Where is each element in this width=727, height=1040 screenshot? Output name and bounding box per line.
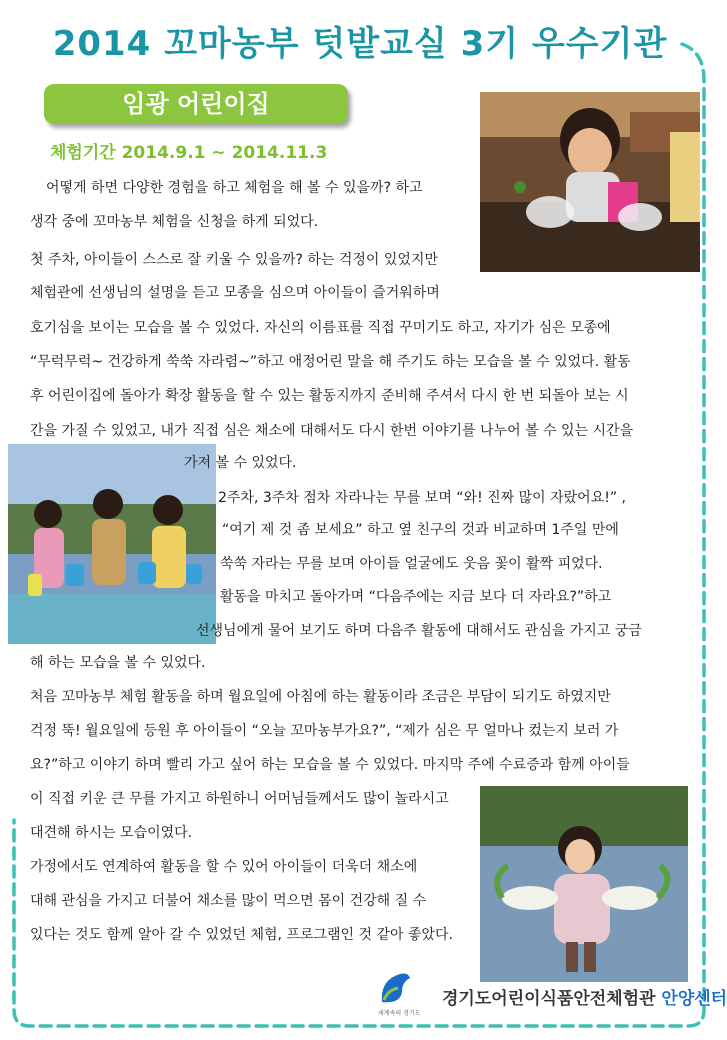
body-text-line: 어떻게 하면 다양한 경험을 하고 체험을 해 볼 수 있을까? 하고 <box>46 180 423 196</box>
body-text-line: 생각 중에 꼬마농부 체험을 신청을 하게 되었다. <box>30 214 319 230</box>
body-text-line: 걱정 뚝! 월요일에 등원 후 아이들이 “오늘 꼬마농부가요?”, “제가 심은 무 얼마나 컸는지 보러 가 <box>30 723 619 739</box>
gyeonggi-logo-icon <box>378 972 412 1008</box>
body-text-line: 처음 꼬마농부 체험 활동을 하며 월요일에 아침에 하는 활동이라 조금은 부담이 되기도 하였지만 <box>30 689 611 705</box>
body-text-line: “무럭무럭~ 건강하게 쑥쑥 자라렴~”하고 애정어린 말을 해 주기도 하는 모습을 볼 수 있었다. 활동 <box>30 354 631 370</box>
body-text-line: 체험관에 선생님의 설명을 듣고 모종을 심으며 아이들이 즐거워하며 <box>30 285 440 301</box>
footer-org-accent: 안양센터 <box>661 989 727 1009</box>
body-text-line: 첫 주차, 아이들이 스스로 잘 키울 수 있을까? 하는 걱정이 있었지만 <box>30 252 439 268</box>
footer-organization <box>378 972 727 1022</box>
body-text-line: 가져 볼 수 있었다. <box>184 455 297 471</box>
footer-org-main: 경기도어린이식품안전체험관 <box>442 989 662 1009</box>
body-text-line: 가정에서도 연계하여 활동을 할 수 있어 아이들이 더욱더 채소에 <box>30 859 418 875</box>
body-text-line: 2주차, 3주차 점차 자라나는 무를 보며 “와! 진짜 많이 자랐어요!” , <box>218 490 626 506</box>
body-text-line: “여기 제 것 좀 보세요” 하고 옆 친구의 것과 비교하며 1주일 만에 <box>222 522 619 538</box>
body-text-line: 쑥쑥 자라는 무를 보며 아이들 얼굴에도 웃음 꽃이 활짝 피었다. <box>220 556 603 572</box>
page-title: 2014 꼬마농부 텃밭교실 3기 우수기관 <box>52 24 668 64</box>
institution-badge: 임광 어린이집 <box>44 84 348 124</box>
body-text-line: 후 어린이집에 돌아가 확장 활동을 할 수 있는 활동지까지 준비해 주셔서 다시 한 번 되돌아 보는 시 <box>30 388 629 404</box>
body-text-line: 대견해 하시는 모습이였다. <box>30 825 193 841</box>
body-text-line: 요?”하고 이야기 하며 빨리 가고 싶어 하는 모습을 볼 수 있었다. 마지막 주에 수료증과 함께 아이들 <box>30 757 630 773</box>
body-text-line: 선생님에게 물어 보기도 하며 다음주 활동에 대해서도 관심을 가지고 궁금 <box>196 623 642 639</box>
body-text-line: 이 직접 키운 큰 무를 가지고 하원하니 어머님들께서도 많이 놀라시고 <box>30 791 449 807</box>
logo-caption: 세계속의 경기도 <box>378 1010 421 1017</box>
body-text-line: 호기심을 보이는 모습을 볼 수 있었다. 자신의 이름표를 직접 꾸미기도 하고, 자기가 심은 모종에 <box>30 320 611 336</box>
body-text-line: 활동을 마치고 돌아가며 “다음주에는 지금 보다 더 자라요?”하고 <box>220 589 612 605</box>
body-text-line: 있다는 것도 함께 알아 갈 수 있었던 체험, 프로그램인 것 같아 좋았다. <box>30 927 453 943</box>
photo-child-with-radishes <box>480 786 688 982</box>
photo-child-planting <box>480 92 700 272</box>
body-text-line: 대해 관심을 가지고 더불어 채소를 많이 먹으면 몸이 건강해 질 수 <box>30 893 427 909</box>
footer-org-name <box>442 984 727 1009</box>
body-text-line: 간을 가질 수 있었고, 내가 직접 심은 채소에 대해서도 다시 한번 이야기를 나누어 볼 수 있는 시간을 <box>30 423 634 439</box>
body-text-line: 해 하는 모습을 볼 수 있었다. <box>30 655 206 671</box>
photo-children-watering <box>8 444 216 644</box>
experience-period: 체험기간 2014.9.1 ~ 2014.11.3 <box>50 143 328 163</box>
